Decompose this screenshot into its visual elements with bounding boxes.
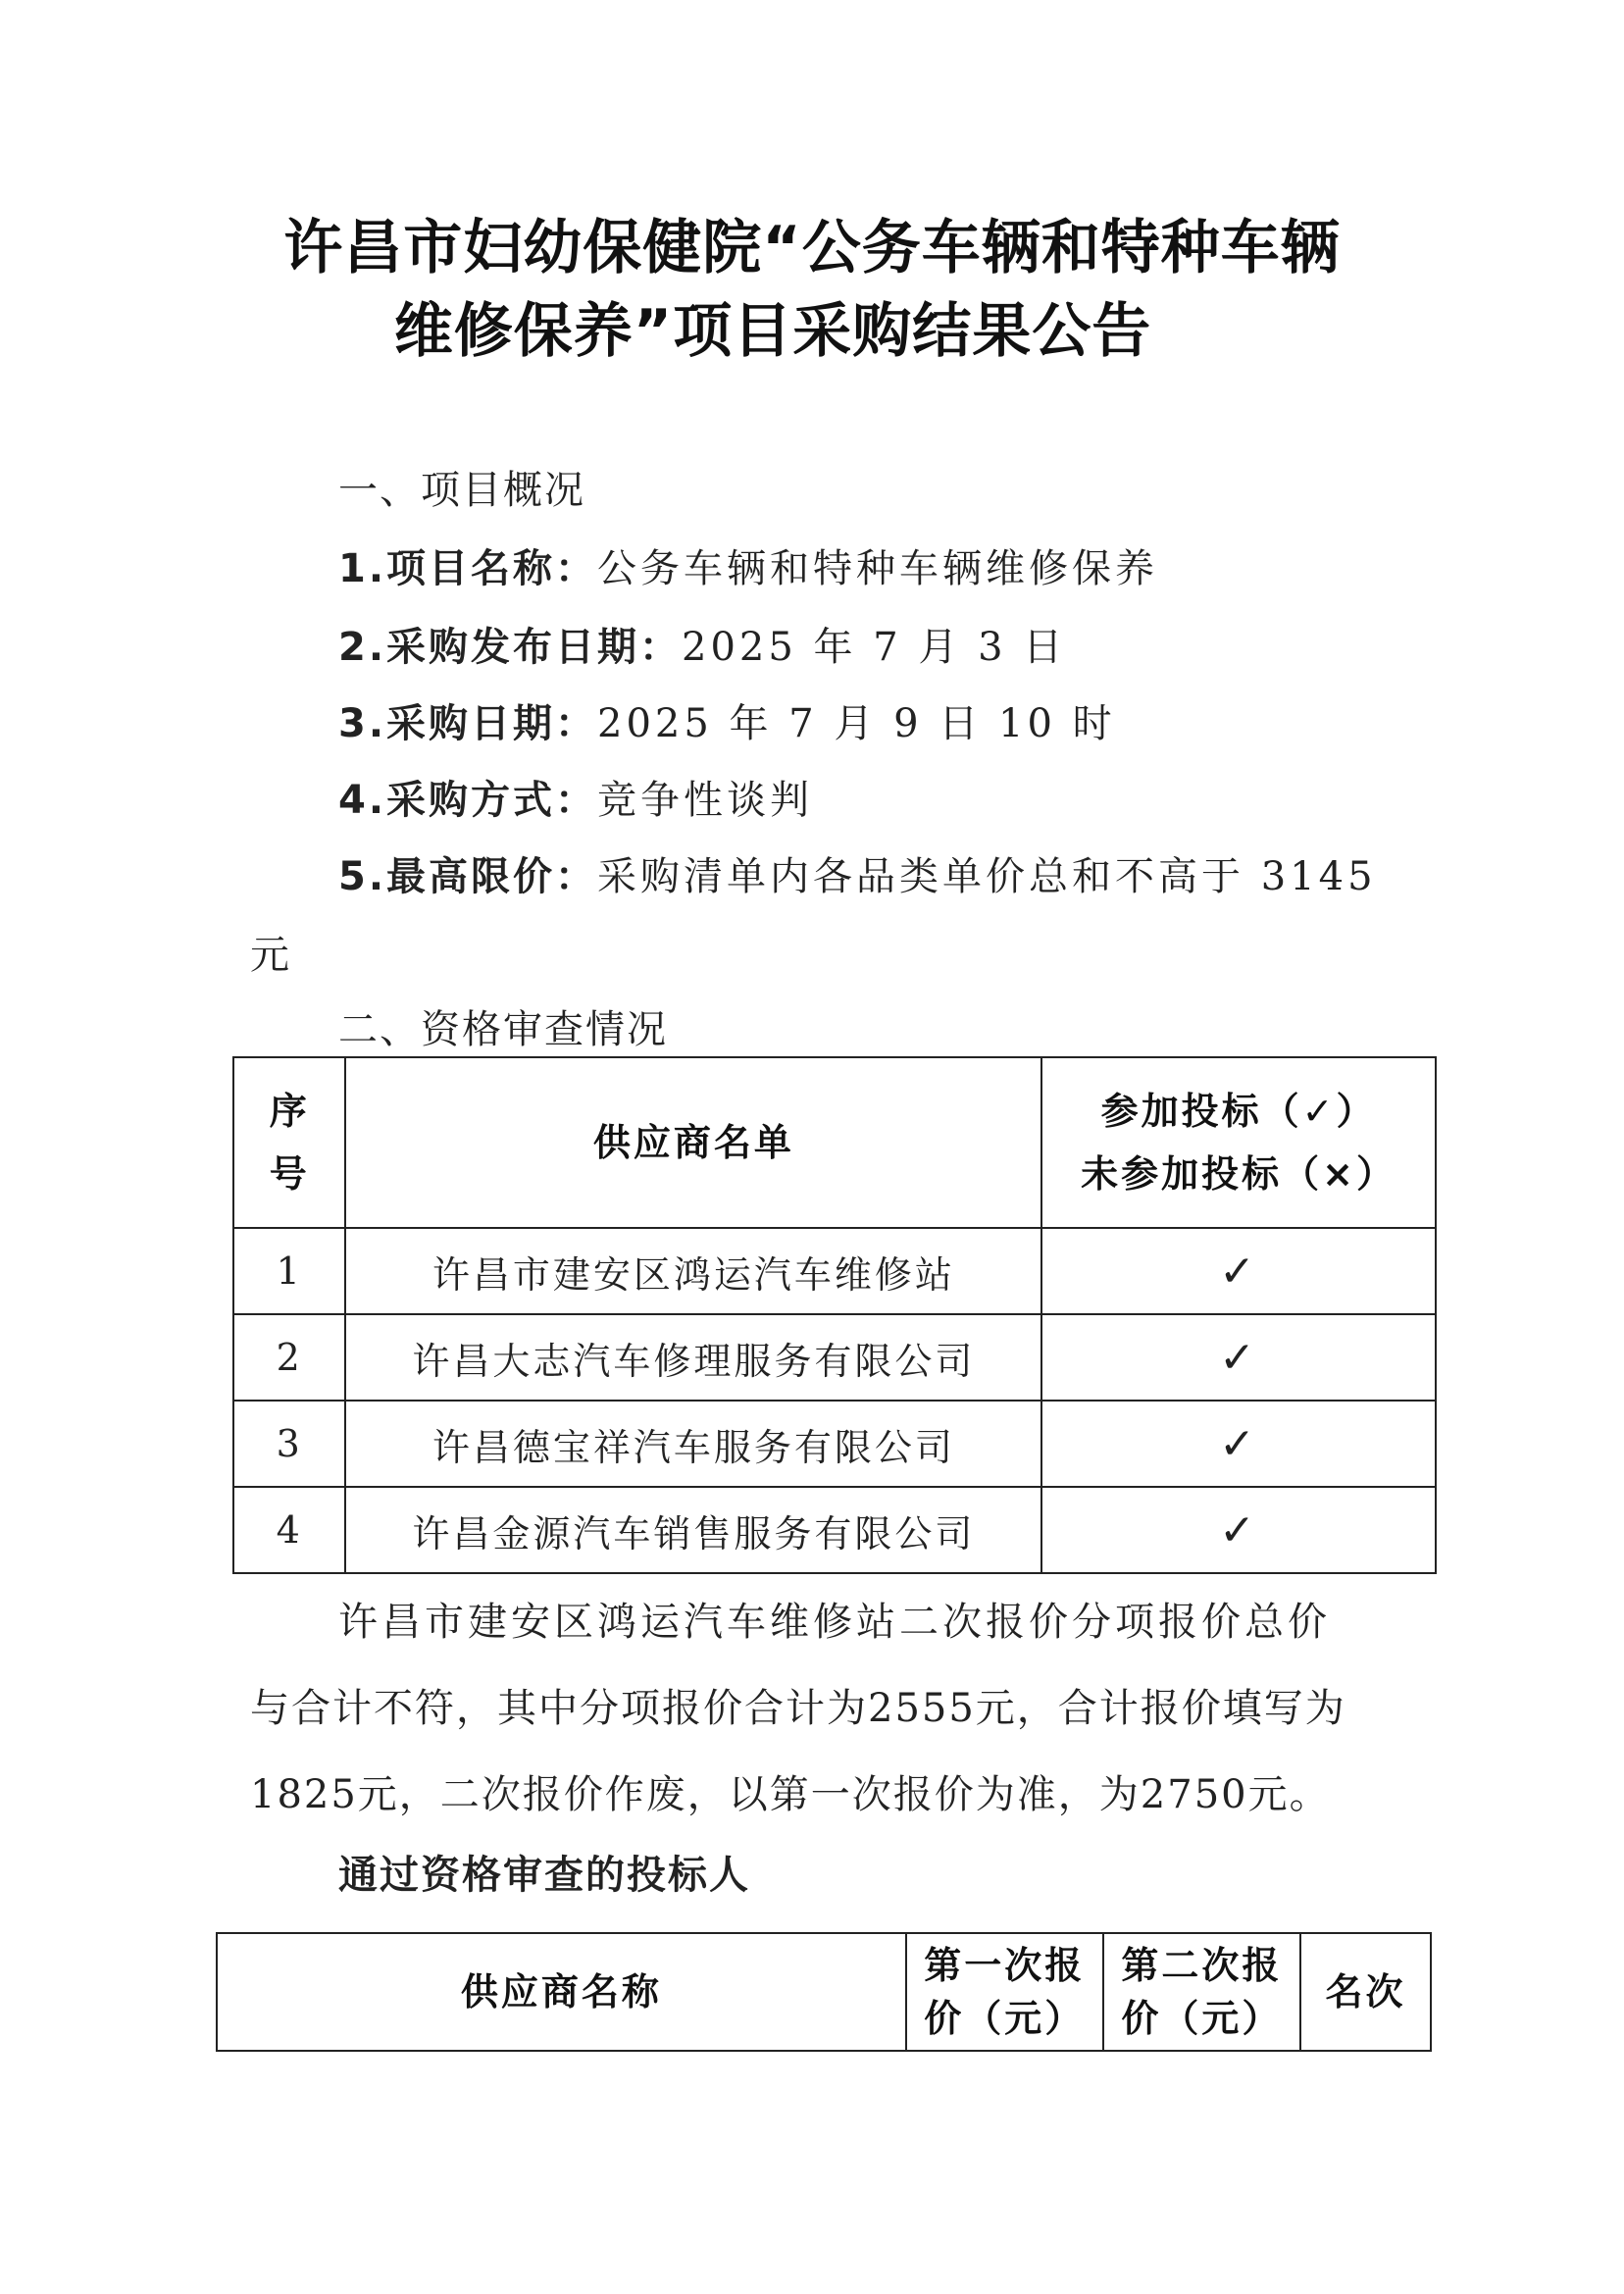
- cell-seq: 3: [233, 1401, 345, 1487]
- header-first-quote: [906, 1933, 1103, 2051]
- info-item-method: [338, 769, 813, 825]
- info-item-project-name: [338, 537, 1158, 593]
- cell-supplier-name: 许昌大志汽车修理服务有限公司: [345, 1314, 1041, 1401]
- check-icon: ✓: [1041, 1401, 1436, 1487]
- header-participation-line-1: 参加投标（✓）: [1100, 1090, 1377, 1133]
- note-line-1: 许昌市建安区鸿运汽车维修站二次报价分项报价总价: [338, 1600, 1331, 1645]
- cell-seq: 1: [233, 1228, 345, 1314]
- qualification-table: [232, 1056, 1437, 1574]
- info-label: 2.采购发布日期：: [338, 625, 683, 670]
- section-1-heading: 一、项目概况: [338, 468, 585, 513]
- cell-supplier-name: 许昌金源汽车销售服务有限公司: [345, 1487, 1041, 1573]
- header-supplier-name: 供应商名称: [217, 1933, 906, 2051]
- qualified-bidders-heading: 通过资格审查的投标人: [338, 1853, 750, 1898]
- info-item-procurement-date: [338, 692, 1116, 748]
- table-row: [233, 1401, 1436, 1487]
- header-second-quote: [1103, 1933, 1300, 2051]
- cell-supplier-name: 许昌德宝祥汽车服务有限公司: [345, 1401, 1041, 1487]
- info-value: 2025 年 7 月 3 日: [682, 625, 1067, 670]
- info-item-max-price-continuation: 元: [250, 933, 293, 978]
- header-supplier-list: 供应商名单: [345, 1057, 1041, 1228]
- info-value: 竞争性谈判: [597, 778, 814, 823]
- cell-supplier-name: 许昌市建安区鸿运汽车维修站: [345, 1228, 1041, 1314]
- header-seq-line-2: 号: [269, 1152, 310, 1196]
- header-participation: [1041, 1057, 1436, 1228]
- header-rank: 名次: [1300, 1933, 1431, 2051]
- table-row: [233, 1314, 1436, 1401]
- info-label: 4.采购方式：: [338, 778, 598, 823]
- info-item-max-price: [338, 845, 1377, 901]
- header-second-quote-line-1: 第二次报: [1121, 1944, 1283, 1987]
- table-header-row: [217, 1933, 1431, 2051]
- header-second-quote-line-2: 价（元）: [1121, 1997, 1283, 2040]
- check-icon: ✓: [1041, 1314, 1436, 1401]
- page-title-line-1: 许昌市妇幼保健院“公务车辆和特种车辆: [283, 214, 1341, 282]
- info-label: 1.项目名称：: [338, 546, 598, 591]
- cell-seq: 4: [233, 1487, 345, 1573]
- header-seq-line-1: 序: [269, 1090, 310, 1133]
- note-line-2: 与合计不符，其中分项报价合计为2555元，合计报价填写为: [250, 1686, 1346, 1731]
- info-value: 采购清单内各品类单价总和不高于 3145: [597, 854, 1377, 899]
- info-label: 3.采购日期：: [338, 701, 598, 746]
- note-line-3: 1825元，二次报价作废，以第一次报价为准，为2750元。: [250, 1772, 1331, 1817]
- header-seq: [233, 1057, 345, 1228]
- table-row: [233, 1228, 1436, 1314]
- info-value: 公务车辆和特种车辆维修保养: [597, 546, 1159, 591]
- header-first-quote-line-1: 第一次报: [924, 1944, 1086, 1987]
- header-participation-line-2: 未参加投标（×）: [1081, 1152, 1397, 1196]
- page-title-line-2: 维修保养”项目采购结果公告: [393, 297, 1152, 366]
- info-label: 5.最高限价：: [338, 854, 598, 899]
- check-icon: ✓: [1041, 1228, 1436, 1314]
- info-value: 2025 年 7 月 9 日 10 时: [597, 701, 1116, 746]
- header-first-quote-line-2: 价（元）: [924, 1997, 1086, 2040]
- check-icon: ✓: [1041, 1487, 1436, 1573]
- info-item-publish-date: [338, 616, 1066, 672]
- table-row: [233, 1487, 1436, 1573]
- table-header-row: [233, 1057, 1436, 1228]
- section-2-heading: 二、资格审查情况: [338, 1007, 668, 1052]
- cell-seq: 2: [233, 1314, 345, 1401]
- qualified-bidders-table: [216, 1932, 1432, 2052]
